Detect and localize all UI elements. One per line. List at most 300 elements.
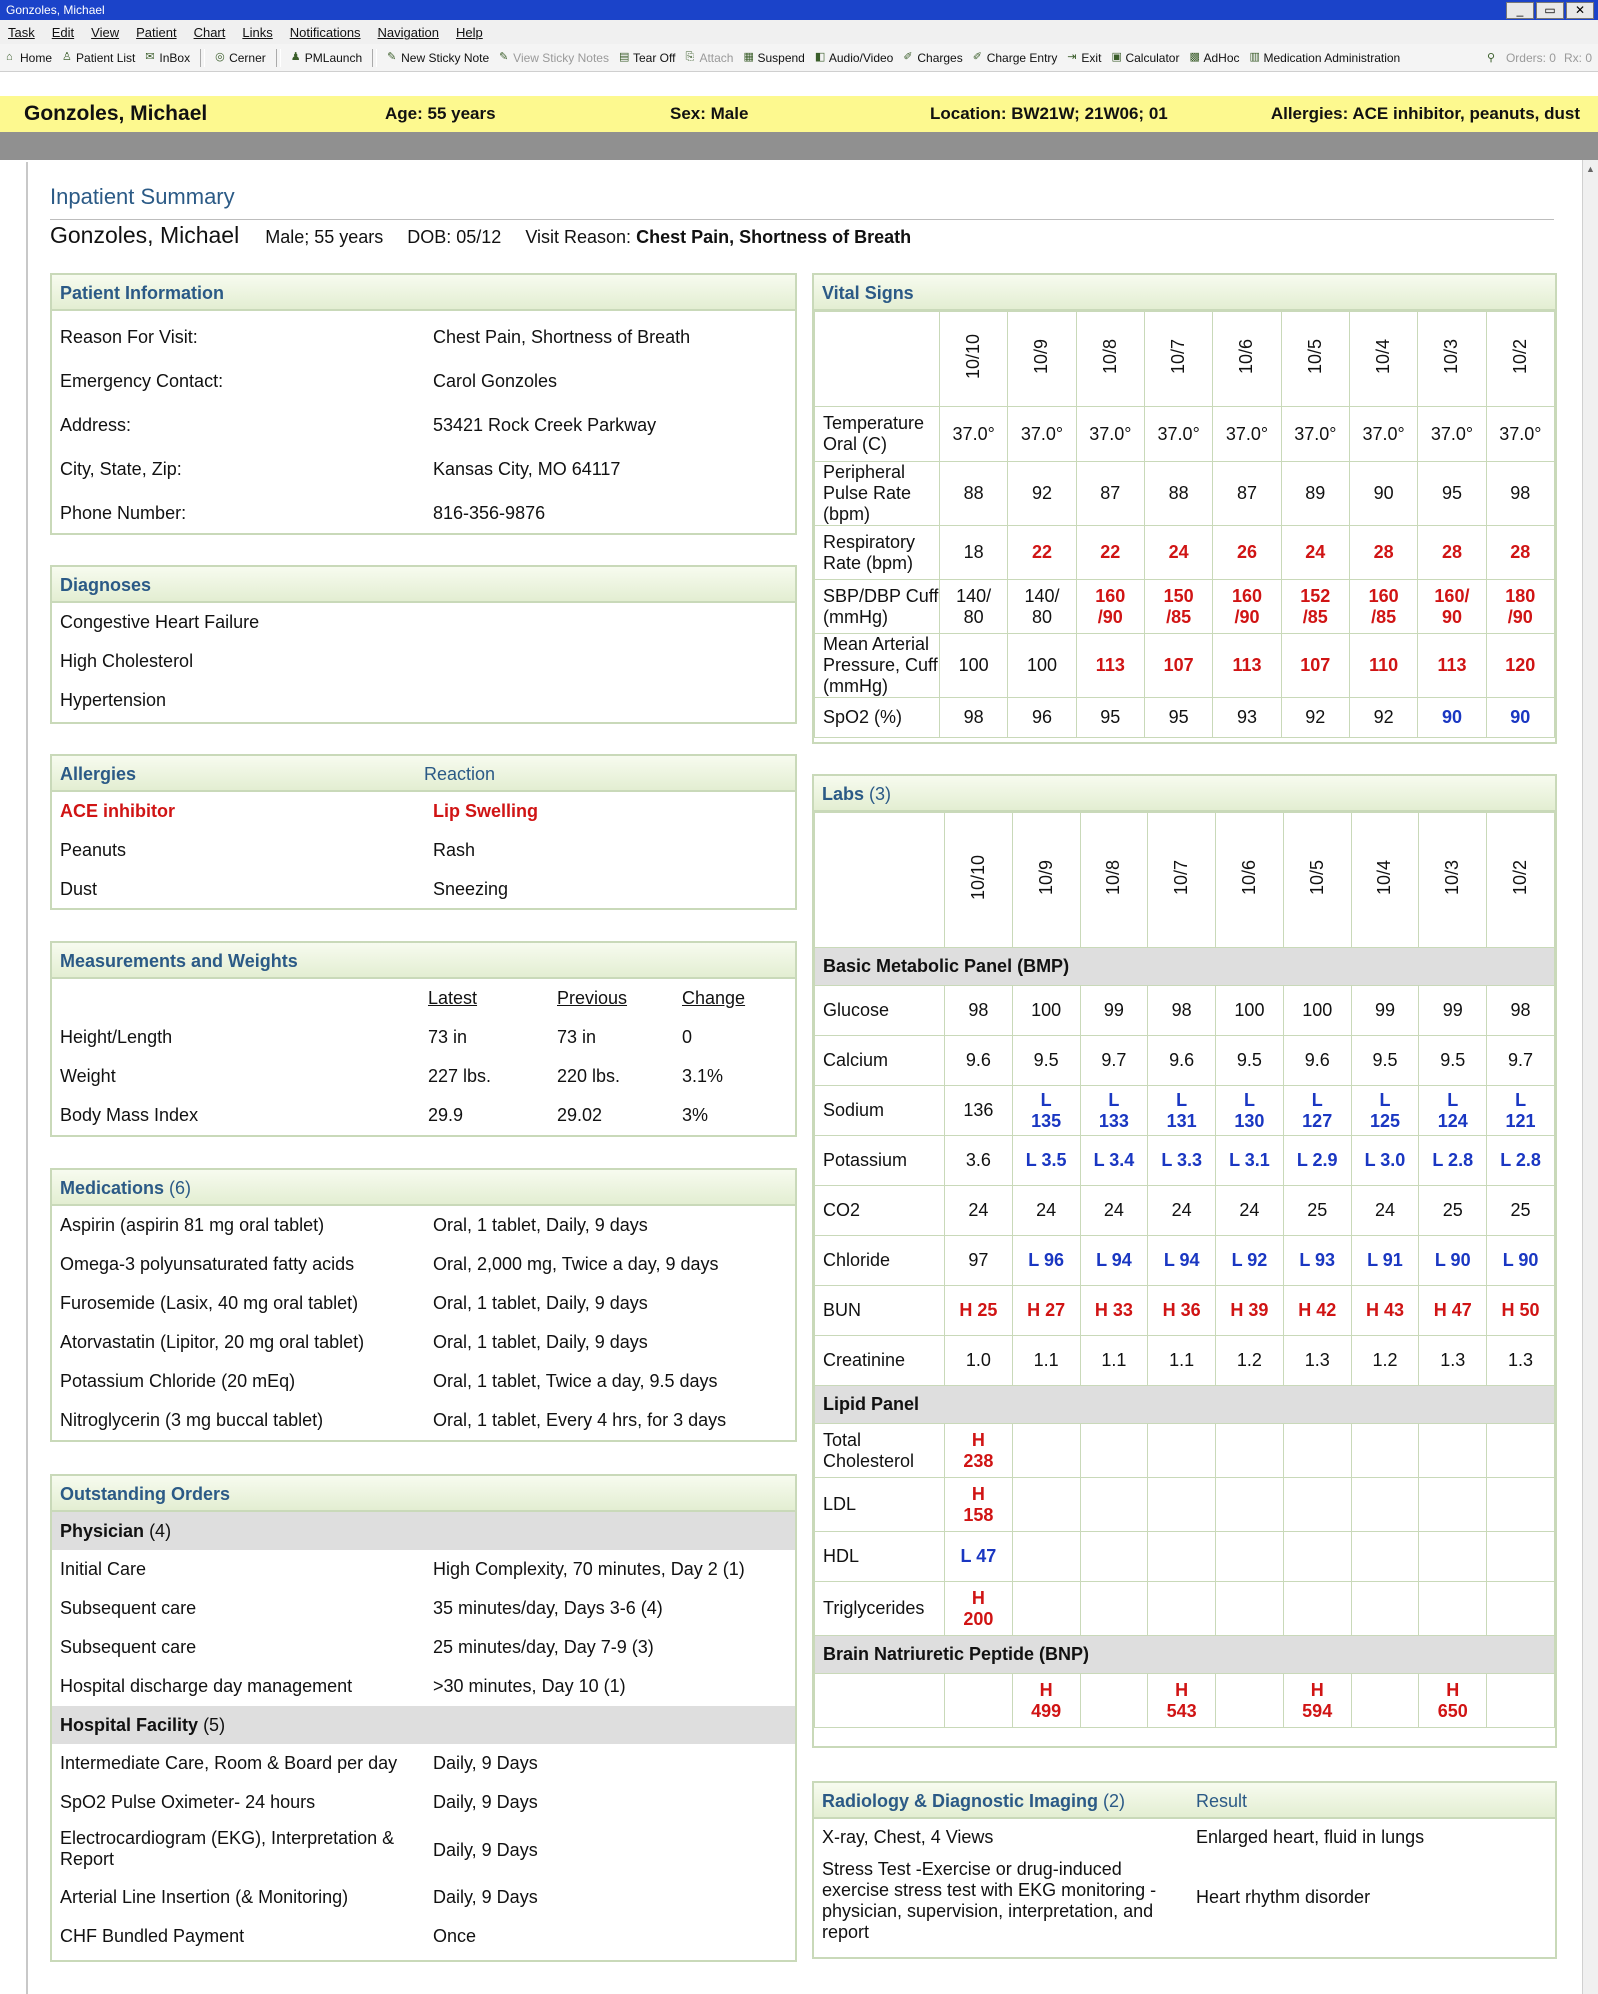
date-header-cell bbox=[1281, 312, 1349, 407]
value-cell bbox=[1008, 580, 1076, 634]
value-cell bbox=[1283, 1582, 1351, 1636]
cell-value: 97 bbox=[968, 1250, 989, 1270]
medication-administration-button[interactable]: ▥ Medication Administration bbox=[1249, 50, 1401, 65]
value-cell bbox=[1487, 1582, 1555, 1636]
date-header-cell bbox=[1351, 813, 1419, 948]
globe-icon: ◎ bbox=[215, 51, 225, 63]
cell-value: 3.6 bbox=[965, 1150, 991, 1170]
menu-navigation[interactable]: Navigation bbox=[377, 24, 439, 40]
cell-value: H 43 bbox=[1365, 1300, 1404, 1320]
cell-value: H 543 bbox=[1166, 1679, 1197, 1721]
row-label: Chloride bbox=[815, 1236, 945, 1286]
cell-value: 22 bbox=[1100, 542, 1121, 562]
value-cell bbox=[1486, 698, 1554, 738]
cell-value: 180 /90 bbox=[1505, 585, 1536, 627]
value-cell bbox=[1080, 1336, 1148, 1386]
cell-value: 95 bbox=[1100, 707, 1121, 727]
cell-value: 92 bbox=[1373, 707, 1394, 727]
grid-row bbox=[815, 407, 1555, 462]
date-label: 10/9 bbox=[1035, 859, 1056, 896]
value-cell bbox=[1148, 1086, 1216, 1136]
value-cell bbox=[1351, 1478, 1419, 1532]
value-cell bbox=[1008, 462, 1076, 526]
date-header-cell bbox=[1012, 813, 1080, 948]
orders-count[interactable]: Orders: 0 bbox=[1505, 51, 1556, 65]
cell-value: 98 bbox=[968, 1000, 989, 1020]
suspend-button[interactable]: ▦ Suspend bbox=[743, 50, 805, 65]
cell-value: 9.7 bbox=[1101, 1050, 1127, 1070]
value-cell bbox=[1080, 986, 1148, 1036]
charge-entry-button[interactable]: ✐ Charge Entry bbox=[972, 50, 1058, 65]
cell-value: 99 bbox=[1374, 1000, 1395, 1020]
labs-table bbox=[814, 812, 1555, 1728]
cell-value: H 50 bbox=[1501, 1300, 1540, 1320]
value-cell bbox=[1349, 698, 1417, 738]
value-cell bbox=[1281, 407, 1349, 462]
cell-value: 98 bbox=[1510, 1000, 1531, 1020]
tear-off-button[interactable]: ▤ Tear Off bbox=[618, 50, 676, 65]
cell-value: L 133 bbox=[1098, 1089, 1129, 1131]
medication-row: Omega-3 polyunsaturated fatty acids Oral, 2,000 mg, Twice a day, 9 days bbox=[60, 1254, 719, 1274]
adhoc-icon: ▩ bbox=[1189, 51, 1200, 63]
row-label: Calcium bbox=[815, 1036, 945, 1086]
cell-value: 37.0° bbox=[1362, 423, 1405, 444]
row-label: Peripheral Pulse Rate (bpm) bbox=[815, 462, 940, 526]
allergies-panel bbox=[50, 754, 797, 910]
banner-patient-name: Gonzoles, Michael bbox=[24, 102, 208, 125]
value-cell bbox=[1216, 1478, 1284, 1532]
value-cell bbox=[1281, 526, 1349, 580]
value-cell bbox=[1351, 1086, 1419, 1136]
date-label: 10/4 bbox=[1374, 859, 1395, 896]
value-cell bbox=[1008, 407, 1076, 462]
date-label: 10/7 bbox=[1171, 859, 1192, 896]
cell-value: 140/ 80 bbox=[1024, 585, 1060, 627]
cell-value: 89 bbox=[1305, 483, 1326, 503]
order-row: SpO2 Pulse Oximeter- 24 hours Daily, 9 Days bbox=[60, 1792, 538, 1812]
menu-links[interactable]: Links bbox=[242, 24, 273, 40]
cell-value: 25 bbox=[1307, 1200, 1328, 1220]
cell-value: 152 /85 bbox=[1300, 585, 1331, 627]
value-cell bbox=[1486, 580, 1554, 634]
date-header-cell bbox=[1213, 312, 1281, 407]
row-label: Total Cholesterol bbox=[815, 1424, 945, 1478]
value-cell bbox=[1080, 1478, 1148, 1532]
sticky-note-icon: ✎ bbox=[387, 51, 397, 63]
value-cell bbox=[1213, 634, 1281, 698]
banner-location: Location: BW21W; 21W06; 01 bbox=[930, 104, 1168, 123]
value-cell bbox=[1148, 1424, 1216, 1478]
value-cell bbox=[945, 1236, 1013, 1286]
cell-value: 37.0° bbox=[1089, 423, 1132, 444]
value-cell bbox=[1076, 698, 1144, 738]
row-label: Glucose bbox=[815, 986, 945, 1036]
value-cell bbox=[1418, 580, 1486, 634]
view-sticky-notes-button[interactable]: ✎ View Sticky Notes bbox=[499, 50, 609, 65]
value-cell bbox=[1076, 634, 1144, 698]
value-cell bbox=[1487, 1036, 1555, 1086]
cell-value: L 93 bbox=[1299, 1250, 1336, 1270]
banner-allergies: Allergies: ACE inhibitor, peanuts, dust bbox=[1270, 104, 1580, 123]
value-cell bbox=[1281, 580, 1349, 634]
cell-value: 9.5 bbox=[1440, 1050, 1466, 1070]
cell-value: 37.0° bbox=[1430, 423, 1474, 444]
value-cell bbox=[1216, 1036, 1284, 1086]
person-icon: ♙ bbox=[62, 51, 72, 63]
cell-value: 25 bbox=[1442, 1200, 1463, 1220]
value-cell bbox=[1216, 1136, 1284, 1186]
date-header-cell bbox=[1076, 312, 1144, 407]
value-cell bbox=[1486, 407, 1554, 462]
menu-bar bbox=[0, 20, 1598, 44]
row-label: SpO2 (%) bbox=[815, 698, 940, 738]
cell-value: 24 bbox=[968, 1200, 989, 1220]
value-cell bbox=[1012, 1286, 1080, 1336]
cell-value: 26 bbox=[1236, 542, 1257, 562]
toolbar-separator bbox=[200, 49, 205, 67]
summary-visit-label: Visit Reason: bbox=[525, 227, 632, 247]
grid-row bbox=[815, 1286, 1555, 1336]
close-button[interactable]: ✕ bbox=[1566, 2, 1594, 19]
value-cell bbox=[1351, 1286, 1419, 1336]
value-cell bbox=[1148, 1186, 1216, 1236]
cell-value: 160 /85 bbox=[1368, 585, 1399, 627]
vital-signs-panel bbox=[812, 273, 1557, 744]
date-label: 10/3 bbox=[1442, 859, 1463, 896]
value-cell bbox=[1283, 1286, 1351, 1336]
value-cell bbox=[940, 462, 1008, 526]
grid-row bbox=[815, 526, 1555, 580]
cell-value: 1.1 bbox=[1101, 1350, 1127, 1370]
home-icon: ⌂ bbox=[6, 51, 13, 63]
summary-patient-name: Gonzoles, Michael bbox=[50, 222, 240, 248]
new-sticky-note-button[interactable]: ✎ New Sticky Note bbox=[387, 50, 490, 65]
date-header-cell bbox=[1418, 312, 1486, 407]
value-cell bbox=[1487, 1532, 1555, 1582]
radiology-row: Stress Test -Exercise or drug-induced exercise stress test with EKG monitoring - physician, supervision, interpretation, and report Heart rhythm disorder bbox=[822, 1859, 1371, 1942]
value-cell bbox=[1283, 1532, 1351, 1582]
value-cell bbox=[1213, 407, 1281, 462]
value-cell bbox=[1283, 1086, 1351, 1136]
cell-value: 9.5 bbox=[1372, 1050, 1398, 1070]
order-row: Arterial Line Insertion (& Monitoring) Daily, 9 Days bbox=[60, 1887, 538, 1907]
diagnosis-item: Hypertension bbox=[60, 690, 167, 710]
row-label: SBP/DBP Cuff (mmHg) bbox=[815, 580, 940, 634]
value-cell bbox=[1349, 407, 1417, 462]
medication-row: Aspirin (aspirin 81 mg oral tablet) Oral, 1 tablet, Daily, 9 days bbox=[60, 1215, 648, 1235]
value-cell bbox=[1008, 698, 1076, 738]
rx-count[interactable]: Rx: 0 bbox=[1563, 51, 1592, 65]
scroll-up-arrow-icon[interactable]: ▲ bbox=[1586, 164, 1595, 174]
cell-value: L 127 bbox=[1302, 1089, 1333, 1131]
value-cell bbox=[1148, 1478, 1216, 1532]
measurements-panel bbox=[50, 941, 797, 1137]
cell-value: 90 bbox=[1373, 483, 1394, 503]
summary-visit-reason: Chest Pain, Shortness of Breath bbox=[636, 227, 912, 247]
cell-value: 9.7 bbox=[1508, 1050, 1534, 1070]
row-label: Potassium bbox=[815, 1136, 945, 1186]
date-label: 10/10 bbox=[963, 333, 984, 380]
value-cell bbox=[1080, 1286, 1148, 1336]
value-cell bbox=[1486, 634, 1554, 698]
cell-value: 95 bbox=[1441, 483, 1462, 503]
value-cell bbox=[1283, 1136, 1351, 1186]
value-cell bbox=[1148, 1582, 1216, 1636]
physician-orders-header: Physician (4) bbox=[52, 1512, 795, 1550]
cell-value: L 125 bbox=[1369, 1089, 1400, 1131]
maximize-button[interactable]: ▭ bbox=[1536, 2, 1564, 19]
attach-button[interactable]: ⎘ Attach bbox=[685, 50, 734, 65]
patient-information-panel bbox=[50, 273, 797, 535]
cell-value: 110 bbox=[1369, 655, 1399, 675]
cell-value: 90 bbox=[1441, 707, 1462, 727]
value-cell bbox=[1144, 526, 1212, 580]
date-header-cell bbox=[1419, 813, 1487, 948]
date-header-cell bbox=[1487, 813, 1555, 948]
date-label: 10/7 bbox=[1168, 338, 1189, 375]
cell-value: 1.1 bbox=[1033, 1350, 1059, 1370]
cell-value: 113 bbox=[1232, 655, 1262, 675]
value-cell bbox=[1419, 1424, 1487, 1478]
audio-video-button[interactable]: ◧ Audio/Video bbox=[814, 50, 894, 65]
cell-value: 100 bbox=[1234, 1000, 1265, 1020]
menu-view[interactable]: View bbox=[91, 24, 120, 40]
medication-row: Nitroglycerin (3 mg buccal tablet) Oral, 1 tablet, Every 4 hrs, for 3 days bbox=[60, 1410, 727, 1430]
cell-value: 160 /90 bbox=[1231, 585, 1262, 627]
value-cell bbox=[1487, 1336, 1555, 1386]
cell-value: L 92 bbox=[1231, 1250, 1268, 1270]
allergy-row: Dust Sneezing bbox=[60, 879, 509, 899]
value-cell bbox=[1419, 986, 1487, 1036]
value-cell bbox=[945, 1532, 1013, 1582]
cell-value: 92 bbox=[1305, 707, 1326, 727]
info-row: Address: 53421 Rock Creek Parkway bbox=[60, 415, 657, 435]
cell-value: L 3.0 bbox=[1364, 1150, 1406, 1170]
menu-patient[interactable]: Patient bbox=[136, 24, 177, 40]
cell-value: 24 bbox=[1374, 1200, 1395, 1220]
toolbar-status bbox=[1487, 44, 1592, 72]
medication-row: Atorvastatin (Lipitor, 20 mg oral tablet) Oral, 1 tablet, Daily, 9 days bbox=[60, 1332, 648, 1352]
value-cell bbox=[1419, 1236, 1487, 1286]
menu-chart[interactable]: Chart bbox=[193, 24, 226, 40]
row-label: Mean Arterial Pressure, Cuff (mmHg) bbox=[815, 634, 940, 698]
value-cell bbox=[1080, 1532, 1148, 1582]
minimize-button[interactable]: _ bbox=[1506, 2, 1534, 19]
panel-header: Outstanding Orders bbox=[52, 1476, 795, 1512]
header-blank-cell bbox=[815, 312, 940, 407]
cell-value: 18 bbox=[963, 542, 984, 562]
value-cell bbox=[1419, 1478, 1487, 1532]
value-cell bbox=[1281, 698, 1349, 738]
value-cell bbox=[1281, 634, 1349, 698]
panel-header: Measurements and Weights bbox=[52, 943, 795, 979]
value-cell bbox=[1418, 698, 1486, 738]
value-cell bbox=[1012, 1582, 1080, 1636]
panel-header: Patient Information bbox=[52, 275, 795, 311]
value-cell bbox=[1012, 1086, 1080, 1136]
date-label: 10/8 bbox=[1099, 338, 1120, 375]
value-cell bbox=[1080, 1236, 1148, 1286]
grid-row bbox=[815, 1236, 1555, 1286]
grid-row bbox=[815, 1532, 1555, 1582]
date-label: 10/3 bbox=[1441, 338, 1462, 375]
value-cell bbox=[1418, 462, 1486, 526]
value-cell bbox=[1486, 526, 1554, 580]
info-row: Phone Number: 816-356-9876 bbox=[60, 503, 546, 523]
value-cell bbox=[945, 1036, 1013, 1086]
date-label: 10/6 bbox=[1236, 338, 1257, 375]
value-cell bbox=[1012, 1136, 1080, 1186]
menu-notifications[interactable]: Notifications bbox=[289, 24, 361, 40]
cell-value: L 2.8 bbox=[1432, 1150, 1474, 1170]
cell-value: H 33 bbox=[1094, 1300, 1133, 1320]
divider-strip bbox=[0, 132, 1598, 160]
cell-value: 24 bbox=[1171, 1200, 1192, 1220]
value-cell bbox=[1216, 1424, 1284, 1478]
value-cell bbox=[1008, 526, 1076, 580]
date-header-cell bbox=[1486, 312, 1554, 407]
date-header-cell bbox=[1148, 813, 1216, 948]
cell-value: H 36 bbox=[1162, 1300, 1201, 1320]
date-label: 10/10 bbox=[967, 854, 988, 901]
value-cell bbox=[1349, 580, 1417, 634]
value-cell bbox=[1281, 462, 1349, 526]
value-cell bbox=[1148, 986, 1216, 1036]
value-cell bbox=[1418, 526, 1486, 580]
charges-button[interactable]: ✐ Charges bbox=[903, 50, 963, 65]
toolbar bbox=[0, 44, 1598, 72]
value-cell bbox=[945, 1424, 1013, 1478]
order-row: Electrocardiogram (EKG), Interpretation & Report Daily, 9 Days bbox=[60, 1828, 538, 1869]
lab-section-row bbox=[815, 1636, 1555, 1674]
value-cell bbox=[1148, 1286, 1216, 1336]
cell-value: 99 bbox=[1442, 1000, 1463, 1020]
adhoc-button[interactable]: ▩ AdHoc bbox=[1189, 50, 1240, 65]
value-cell bbox=[1283, 1036, 1351, 1086]
row-label: Triglycerides bbox=[815, 1582, 945, 1636]
grid-row bbox=[815, 580, 1555, 634]
value-cell bbox=[1012, 1532, 1080, 1582]
cell-value: L 90 bbox=[1502, 1250, 1539, 1270]
cell-value: 37.0° bbox=[1294, 423, 1337, 444]
value-cell bbox=[1080, 1036, 1148, 1086]
grid-row bbox=[815, 1136, 1555, 1186]
barcode-icon: ▥ bbox=[1249, 51, 1260, 63]
measurements-header-row: Latest Previous Change bbox=[428, 988, 746, 1008]
inbox-button[interactable]: ✉ InBox bbox=[145, 50, 191, 65]
value-cell bbox=[1080, 1424, 1148, 1478]
cerner-button[interactable]: ◎ Cerner bbox=[215, 50, 266, 65]
cell-value: 160/ 90 bbox=[1434, 585, 1470, 627]
value-cell bbox=[1144, 698, 1212, 738]
patient-list-button[interactable]: ♙ Patient List bbox=[62, 50, 136, 65]
cell-value: 107 bbox=[1300, 655, 1331, 675]
grid-row bbox=[815, 1674, 1555, 1728]
value-cell bbox=[945, 986, 1013, 1036]
date-header-cell bbox=[1144, 312, 1212, 407]
exit-button[interactable]: ⇥ Exit bbox=[1067, 50, 1102, 65]
value-cell bbox=[1216, 1674, 1284, 1728]
cell-value: H 27 bbox=[1027, 1300, 1066, 1320]
cell-value: 1.3 bbox=[1508, 1350, 1534, 1370]
pmlaunch-button[interactable]: ♟ PMLaunch bbox=[290, 50, 363, 65]
cell-value: H 650 bbox=[1437, 1679, 1468, 1721]
value-cell bbox=[945, 1286, 1013, 1336]
summary-sex-age: Male; 55 years bbox=[265, 227, 384, 247]
facility-orders-header: Hospital Facility (5) bbox=[52, 1706, 795, 1744]
menu-help[interactable]: Help bbox=[455, 24, 483, 40]
info-row: City, State, Zip: Kansas City, MO 64117 bbox=[60, 459, 621, 479]
cell-value: L 3.3 bbox=[1161, 1150, 1203, 1170]
cell-value: H 42 bbox=[1298, 1300, 1337, 1320]
info-row: Reason For Visit: Chest Pain, Shortness of Breath bbox=[60, 327, 691, 347]
cell-value: L 135 bbox=[1031, 1089, 1062, 1131]
cell-value: 87 bbox=[1236, 483, 1257, 503]
cell-value: 1.2 bbox=[1372, 1350, 1398, 1370]
row-label: LDL bbox=[815, 1478, 945, 1532]
grid-row bbox=[815, 986, 1555, 1036]
summary-dob: DOB: 05/12 bbox=[407, 227, 502, 247]
row-label bbox=[815, 1674, 945, 1728]
value-cell bbox=[1076, 462, 1144, 526]
vertical-scrollbar[interactable] bbox=[1582, 160, 1598, 1994]
cell-value: 88 bbox=[963, 483, 984, 503]
cell-value: 24 bbox=[1168, 542, 1189, 562]
value-cell bbox=[945, 1478, 1013, 1532]
date-header-cell bbox=[1216, 813, 1284, 948]
value-cell bbox=[1351, 1582, 1419, 1636]
calculator-button[interactable]: ▣ Calculator bbox=[1111, 50, 1180, 65]
page-title: Inpatient Summary bbox=[50, 184, 235, 209]
grid-row bbox=[815, 1424, 1555, 1478]
value-cell bbox=[1487, 986, 1555, 1036]
value-cell bbox=[1351, 1136, 1419, 1186]
value-cell bbox=[940, 580, 1008, 634]
value-cell bbox=[1351, 1532, 1419, 1582]
cell-value: 107 bbox=[1163, 655, 1194, 675]
cell-value: 100 bbox=[958, 655, 989, 675]
menu-task[interactable]: Task bbox=[8, 24, 35, 40]
value-cell bbox=[1144, 634, 1212, 698]
value-cell bbox=[1419, 1086, 1487, 1136]
cell-value: L 131 bbox=[1166, 1089, 1197, 1131]
value-cell bbox=[1349, 462, 1417, 526]
cell-value: 28 bbox=[1510, 542, 1531, 562]
header-blank-cell bbox=[815, 813, 945, 948]
value-cell bbox=[1351, 1336, 1419, 1386]
cell-value: 9.6 bbox=[1169, 1050, 1195, 1070]
date-label: 10/9 bbox=[1031, 338, 1052, 375]
measurement-row: Weight 227 lbs. 220 lbs. 3.1% bbox=[60, 1066, 724, 1086]
value-cell bbox=[945, 1086, 1013, 1136]
cell-value: 87 bbox=[1100, 483, 1121, 503]
value-cell bbox=[1216, 986, 1284, 1036]
value-cell bbox=[1012, 1186, 1080, 1236]
cell-value: H 47 bbox=[1433, 1300, 1472, 1320]
value-cell bbox=[1080, 1582, 1148, 1636]
value-cell bbox=[1487, 1286, 1555, 1336]
value-cell bbox=[1418, 407, 1486, 462]
value-cell bbox=[1351, 1036, 1419, 1086]
value-cell bbox=[1486, 462, 1554, 526]
info-row: Emergency Contact: Carol Gonzoles bbox=[60, 371, 558, 391]
value-cell bbox=[1419, 1674, 1487, 1728]
cell-value: L 121 bbox=[1505, 1089, 1536, 1131]
cell-value: L 124 bbox=[1437, 1089, 1468, 1131]
menu-edit[interactable]: Edit bbox=[51, 24, 75, 40]
home-button[interactable]: ⌂ Home bbox=[6, 50, 53, 65]
charges-icon: ✐ bbox=[903, 51, 913, 63]
